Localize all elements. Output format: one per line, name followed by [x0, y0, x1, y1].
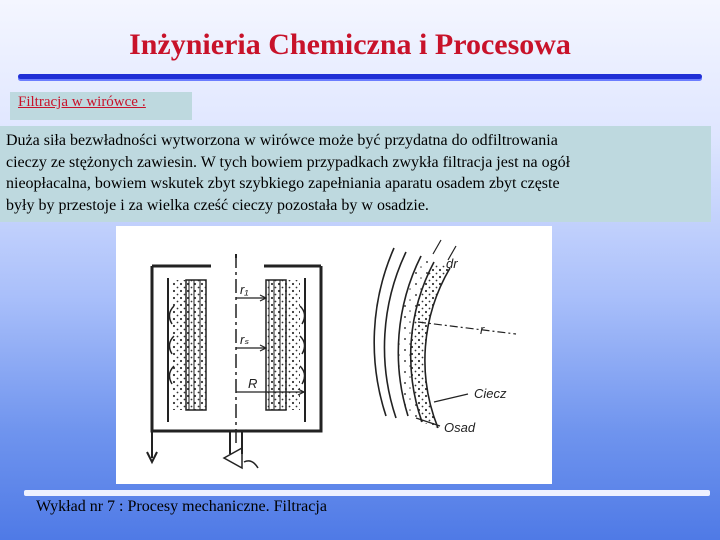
centrifuge-drawing — [116, 226, 552, 484]
body-line: cieczy ze stężonych zawiesin. W tych bowiem przypadkach zwykła filtracja jest na ogół — [6, 153, 571, 171]
centrifuge-section — [147, 254, 321, 468]
label-cake: Osad — [444, 420, 476, 435]
label-rs: rₛ — [240, 332, 250, 347]
label-r: r — [480, 322, 485, 337]
body-line: były by przestoje i za wielka cześć cieczy pozostała by w osadzie. — [6, 196, 429, 214]
body-line: nieopłacalna, bowiem wskutek zbyt szybkiego zapełniania aparatu osadem zbyt częste — [6, 175, 560, 192]
section-label: Filtracja w wirówce : — [10, 92, 192, 120]
footer-divider — [24, 490, 710, 496]
body-line: Duża siła bezwładności wytworzona w wirówce może być przydatna do odfiltrowania — [6, 132, 558, 149]
label-liquid: Ciecz — [474, 386, 507, 401]
slide-title: Inżynieria Chemiczna i Procesowa — [129, 28, 571, 61]
footer-caption: Wykład nr 7 : Procesy mechaniczne. Filtracja — [36, 498, 327, 515]
label-r1: r₁ — [240, 282, 249, 297]
label-R: R — [248, 376, 258, 391]
title-underline — [18, 74, 702, 79]
body-text-box — [0, 126, 711, 222]
centrifuge-diagram — [116, 226, 552, 484]
label-dr: dr — [446, 256, 458, 271]
